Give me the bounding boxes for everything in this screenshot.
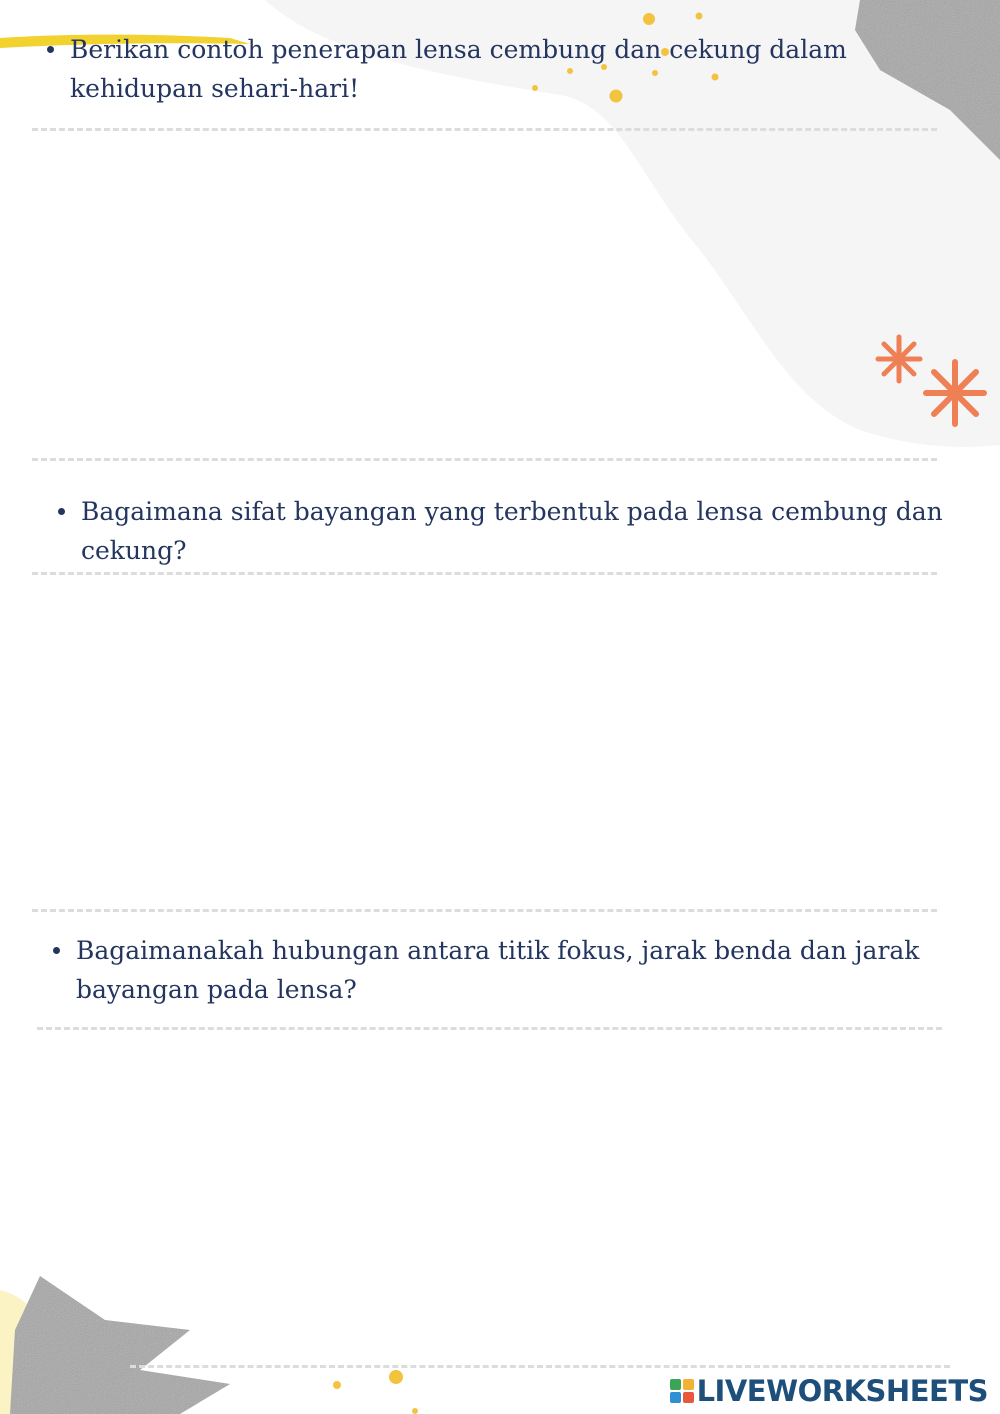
question-3-text: Bagaimanakah hubungan antara titik fokus, jarak benda dan jarak bayangan pada lensa? xyxy=(76,931,956,1009)
answer-line-bottom-3 xyxy=(130,1365,950,1368)
brand-name: LIVEWORKSHEETS xyxy=(696,1374,988,1408)
yellow-dots-bottom xyxy=(333,1370,418,1414)
question-2-text: Bagaimana sifat bayangan yang terbentuk pada lensa cembung dan cekung? xyxy=(81,492,961,570)
answer-area-3[interactable] xyxy=(37,1031,942,1364)
answer-line-top-3 xyxy=(37,1027,942,1030)
answer-area-2[interactable] xyxy=(32,576,937,909)
question-2 xyxy=(81,492,961,570)
answer-line-bottom-2 xyxy=(32,909,937,912)
liveworksheets-logo[interactable] xyxy=(670,1374,988,1408)
answer-area-1[interactable] xyxy=(32,132,937,458)
answer-line-bottom-1 xyxy=(32,458,937,461)
question-3 xyxy=(76,931,956,1009)
liveworksheets-logo-icon xyxy=(670,1379,694,1403)
question-1-text: Berikan contoh penerapan lensa cembung dan cekung dalam kehidupan sehari-hari! xyxy=(70,30,870,108)
answer-line-top-1 xyxy=(32,128,937,131)
answer-line-top-2 xyxy=(32,572,937,575)
question-1 xyxy=(70,30,870,108)
